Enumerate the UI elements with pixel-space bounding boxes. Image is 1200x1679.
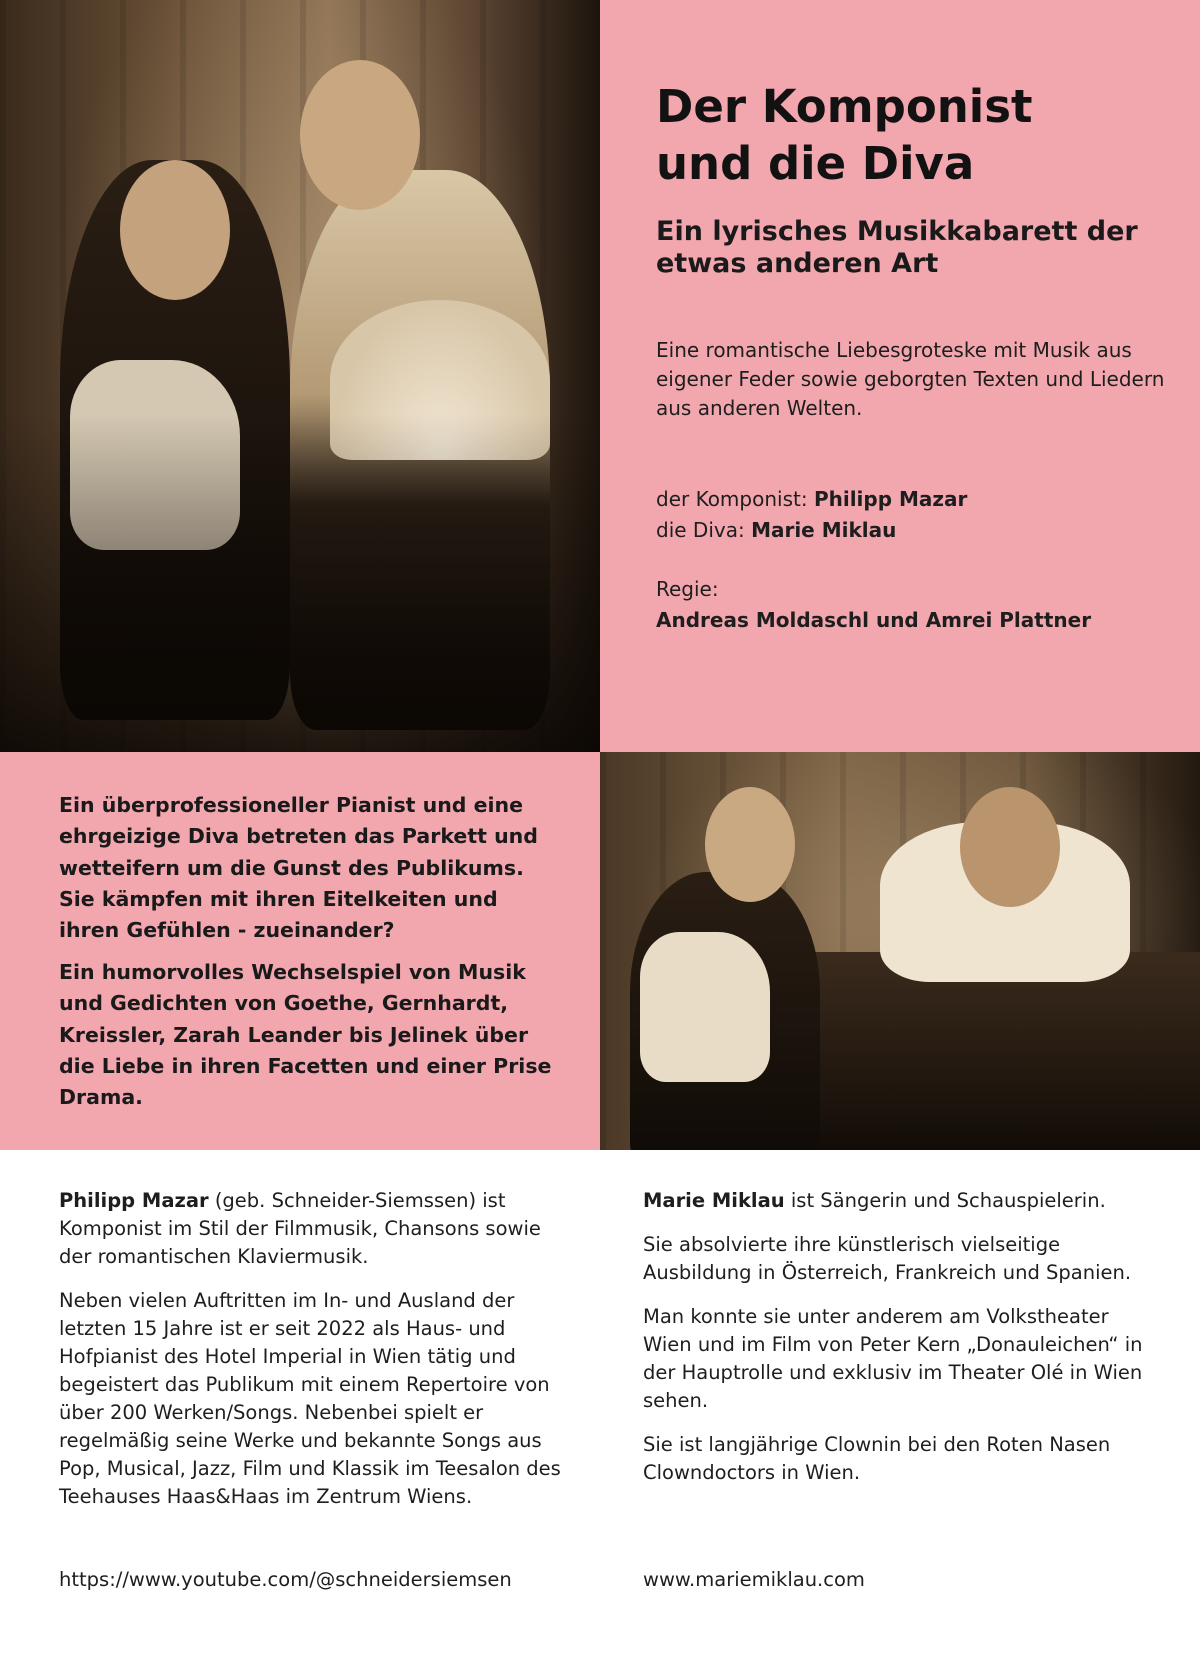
composer-credit bbox=[656, 484, 967, 515]
photo-composer-and-diva bbox=[0, 0, 600, 752]
title-line-2: und die Diva bbox=[656, 137, 975, 190]
description-paragraph-1: Ein überprofessioneller Pianist und eine ehrgeizige Diva betreten das Parkett und wetteifern um die Gunst des Publikums. Sie kämpfen mit ihren Eitelkeiten und ihren Gefühlen - zueinander? bbox=[59, 793, 538, 943]
bio-philipp bbox=[59, 1187, 579, 1527]
title-line-1: Der Komponist bbox=[656, 80, 1033, 133]
bio-marie-name: Marie Miklau bbox=[643, 1189, 785, 1212]
composer-head bbox=[705, 787, 795, 902]
director-names: Andreas Moldaschl und Amrei Plattner bbox=[656, 608, 1092, 632]
composer-head bbox=[120, 160, 230, 300]
diva-name: Marie Miklau bbox=[751, 518, 897, 542]
photo-piano-scene bbox=[600, 752, 1200, 1150]
photo-shadow bbox=[0, 414, 600, 752]
youtube-link[interactable]: https://www.youtube.com/@schneidersiemsen bbox=[59, 1568, 512, 1591]
bio-marie-paragraph-3: Man konnte sie unter anderem am Volkstheater Wien und im Film von Peter Kern „Donauleichen“ in der Hauptrolle und exklusiv im Theater Olé in Wien sehen. bbox=[643, 1305, 1143, 1412]
description-paragraph-2: Ein humorvolles Wechselspiel von Musik und Gedichten von Goethe, Gernhardt, Kreissler, Zarah Leander bis Jelinek über die Liebe in ihren Facetten und einer Prise Drama. bbox=[59, 960, 552, 1110]
website-link[interactable]: www.mariemiklau.com bbox=[643, 1568, 865, 1591]
diva-label: die Diva: bbox=[656, 518, 745, 542]
bio-philipp-paragraph-2: Neben vielen Auftritten im In- und Ausland der letzten 15 Jahre ist er seit 2022 als Haus- und Hofpianist des Hotel Imperial in Wien tätig und begeistert das Publikum mit einem Repertoire von über 200 Werken/Songs. Nebenbei spielt er regelmäßig seine Werke und bekannte Songs aus Pop, Musical, Jazz, Film und Klassik im Teesalon des Teehauses Haas&Haas im Zentrum Wiens. bbox=[59, 1289, 561, 1508]
director-credit bbox=[656, 574, 1091, 636]
description-panel bbox=[0, 752, 600, 1150]
bio-marie bbox=[643, 1187, 1163, 1503]
bio-philipp-intro bbox=[59, 1187, 579, 1271]
bio-marie-paragraph-4: Sie ist langjährige Clownin bei den Roten Nasen Clowndoctors in Wien. bbox=[643, 1433, 1111, 1484]
composer-label: der Komponist: bbox=[656, 487, 808, 511]
bio-philipp-name: Philipp Mazar bbox=[59, 1189, 209, 1212]
cast-credits bbox=[656, 484, 967, 546]
diva-head bbox=[960, 787, 1060, 907]
diva-head bbox=[300, 60, 420, 210]
tagline: Eine romantische Liebesgroteske mit Musik aus eigener Feder sowie geborgten Texten und Liedern aus anderen Welten. bbox=[656, 338, 1165, 420]
title-panel bbox=[600, 0, 1200, 752]
bio-marie-intro bbox=[643, 1187, 1163, 1215]
page-title bbox=[656, 78, 1033, 192]
bio-marie-paragraph-2: Sie absolvierte ihre künstlerisch vielseitige Ausbildung in Österreich, Frankreich und Spanien. bbox=[643, 1233, 1132, 1284]
subtitle: Ein lyrisches Musikkabarett der etwas anderen Art bbox=[656, 216, 1138, 279]
director-label: Regie: bbox=[656, 577, 719, 601]
composer-name: Philipp Mazar bbox=[813, 487, 968, 511]
composer-shirt bbox=[640, 932, 770, 1082]
bio-marie-intro-text: ist Sängerin und Schauspielerin. bbox=[784, 1189, 1106, 1212]
diva-credit bbox=[656, 515, 967, 546]
bio-philipp-intro-text: (geb. Schneider-Siemssen) ist Komponist im Stil der Filmmusik, Chansons sowie der romantischen Klaviermusik. bbox=[59, 1189, 541, 1268]
